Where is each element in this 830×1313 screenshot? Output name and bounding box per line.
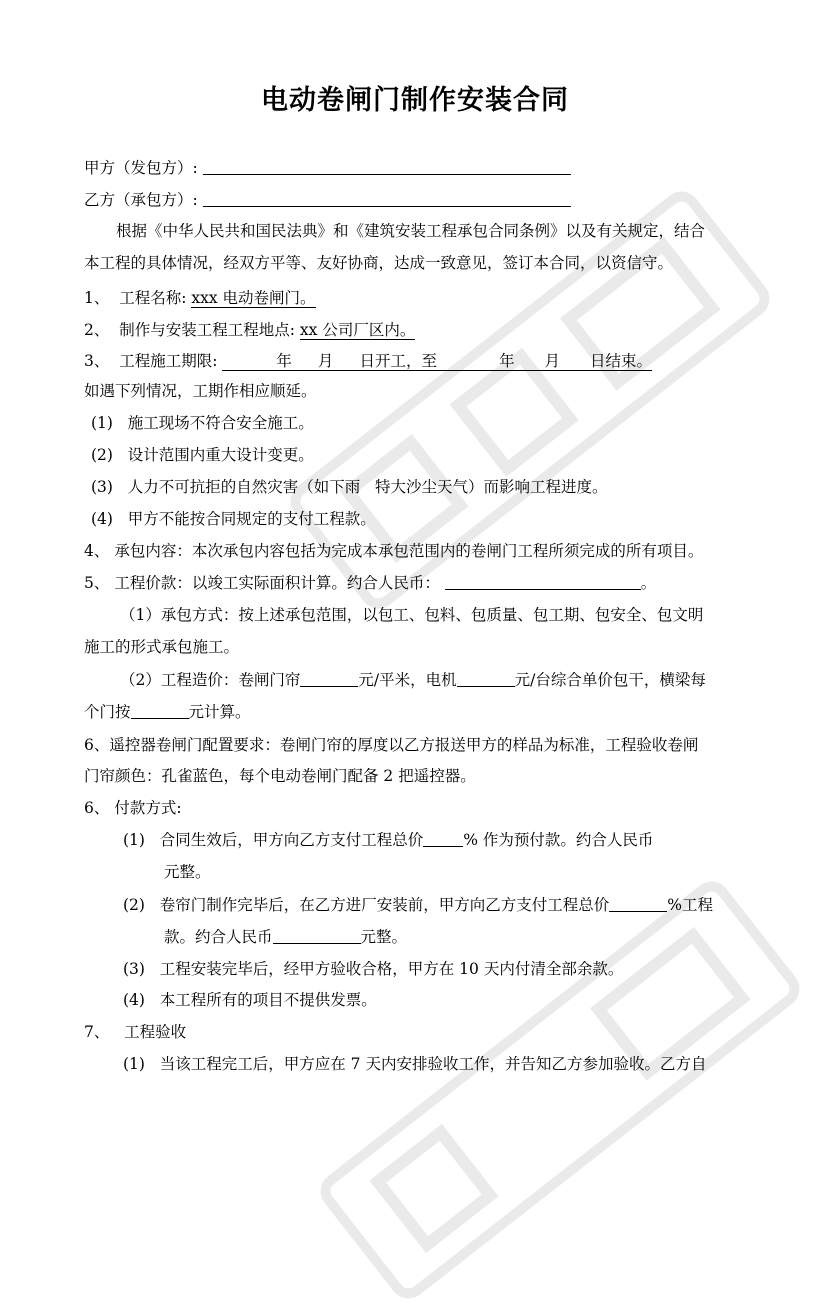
text: %工程	[667, 896, 713, 914]
item-number: 3、	[84, 352, 110, 370]
item-number: 1、	[84, 289, 110, 307]
item-number: 7、	[84, 1023, 110, 1041]
payment-1-line-2: 元整。	[164, 863, 211, 881]
item-6b	[84, 798, 182, 818]
item-number: 6、	[84, 799, 110, 817]
item-5-2-line-1	[120, 670, 706, 690]
project-location-value: xx 公司厂区内。	[299, 321, 416, 339]
beam-price-blank[interactable]	[131, 702, 189, 719]
item-5-1-line-1: （1）承包方式：按上述承包范围，以包工、包料、包质量、包工期、包安全、包文明	[120, 606, 704, 624]
item-2	[84, 320, 415, 340]
item-number: 2、	[84, 321, 110, 339]
item-number: (4)	[91, 510, 113, 528]
party-b-line	[84, 190, 571, 210]
item-number: (1)	[123, 1055, 145, 1073]
text: % 作为预付款。约合人民币	[463, 831, 654, 849]
item-number: (4)	[123, 991, 145, 1009]
item-text: 人力不可抗拒的自然灾害（如下雨 特大沙尘天气）而影响工程进度。	[127, 478, 608, 496]
end-day: 日结束。	[589, 352, 652, 370]
item-6a-line-1: 6、遥控器卷闸门配置要求：卷闸门帘的厚度以乙方报送甲方的样品为标准，工程验收卷闸	[84, 736, 699, 754]
start-month: 月	[317, 352, 334, 370]
delay-intro: 如遇下列情况，工期作相应顺延。	[84, 382, 317, 400]
party-a-blank[interactable]	[203, 158, 571, 175]
item-text: 本工程所有的项目不提供发票。	[159, 991, 377, 1009]
item-text: 设计范围内重大设计变更。	[127, 446, 314, 464]
item-5-1-line-2: 施工的形式承包施工。	[84, 638, 240, 656]
item-label: 付款方式:	[114, 799, 182, 817]
item-7	[84, 1022, 186, 1042]
item-number: 4、	[84, 542, 110, 560]
item-1	[84, 288, 316, 308]
acceptance-1	[123, 1054, 706, 1074]
text: 卷帘门制作完毕后，在乙方进厂安装前，甲方向乙方支付工程总价	[159, 896, 610, 914]
item-number: 5、	[84, 574, 110, 592]
start-day: 日开工，至	[359, 352, 437, 370]
item-label: 制作与安装工程工程地点:	[119, 321, 295, 339]
item-6a-line-2: 门帘颜色：孔雀蓝色，每个电动卷闸门配备 2 把遥控器。	[84, 767, 476, 785]
door-price-blank[interactable]	[300, 670, 358, 687]
install-amount-blank[interactable]	[273, 927, 361, 944]
motor-price-blank[interactable]	[457, 670, 515, 687]
payment-3	[123, 959, 623, 979]
party-b-blank[interactable]	[203, 190, 571, 207]
text: 元计算。	[188, 703, 251, 721]
item-5	[84, 573, 656, 593]
contract-title: 电动卷闸门制作安装合同	[261, 85, 569, 116]
text: 元整。	[360, 928, 408, 946]
item-3	[84, 351, 652, 371]
item-label: 工程名称:	[119, 289, 187, 307]
intro-line-1: 根据《中华人民共和国民法典》和《建筑安装工程承包合同条例》以及有关规定，结合	[116, 222, 706, 240]
item-number: (2)	[91, 446, 113, 464]
party-b-label: 乙方（承包方）:	[84, 191, 198, 209]
item-text: 承包内容：本次承包内容包括为完成本承包范围内的卷闸门工程所须完成的所有项目。	[114, 542, 704, 560]
item-number: (2)	[123, 896, 145, 914]
party-a-label: 甲方（发包方）:	[84, 159, 198, 177]
item-label: 工程施工期限:	[119, 352, 218, 370]
payment-2-line-1	[123, 895, 713, 915]
text: 元/平米，电机	[358, 671, 457, 689]
delay-item-1	[91, 413, 314, 433]
project-name-value: xxx 电动卷闸门。	[191, 289, 316, 307]
item-label: 工程验收	[124, 1023, 187, 1041]
delay-item-2	[91, 445, 314, 465]
text: 款。约合人民币	[164, 928, 273, 946]
install-percent-blank[interactable]	[609, 895, 667, 912]
period-blank[interactable]	[222, 352, 652, 371]
text: 元/台综合单价包干，横梁每	[514, 671, 706, 689]
item-text: 工程安装完毕后，经甲方验收合格，甲方在 10 天内付清全部余款。	[159, 960, 624, 978]
end-month: 月	[544, 352, 560, 370]
item-text: 当该工程完工后，甲方应在 7 天内安排验收工作，并告知乙方参加验收。乙方自	[159, 1055, 707, 1073]
item-text: 施工现场不符合安全施工。	[127, 414, 314, 432]
end-year: 年	[498, 352, 515, 370]
item-5-2-line-2	[84, 702, 251, 722]
item-number: (1)	[123, 831, 145, 849]
delay-item-3	[91, 477, 608, 497]
delay-item-4	[91, 509, 376, 529]
payment-2-line-2	[164, 927, 407, 947]
text: （2）工程造价：卷闸门帘	[120, 671, 301, 689]
prepay-percent-blank[interactable]	[423, 830, 463, 847]
item-end: 。	[640, 574, 657, 592]
payment-1-line-1	[123, 830, 653, 850]
start-year: 年	[276, 352, 292, 370]
item-text: 甲方不能按合同规定的支付工程款。	[127, 510, 376, 528]
party-a-line	[84, 158, 571, 178]
item-number: (1)	[91, 414, 113, 432]
item-text: 工程价款：以竣工实际面积计算。约合人民币：	[114, 574, 440, 592]
intro-line-2: 本工程的具体情况，经双方平等、友好协商，达成一致意见，签订本合同，以资信守。	[84, 254, 674, 272]
payment-4	[123, 990, 377, 1010]
item-number: (3)	[91, 478, 113, 496]
item-number: (3)	[123, 960, 145, 978]
item-4	[84, 541, 703, 561]
text: 合同生效后，甲方向乙方支付工程总价	[159, 831, 424, 849]
price-blank[interactable]	[445, 573, 641, 590]
text: 个门按	[84, 703, 131, 721]
